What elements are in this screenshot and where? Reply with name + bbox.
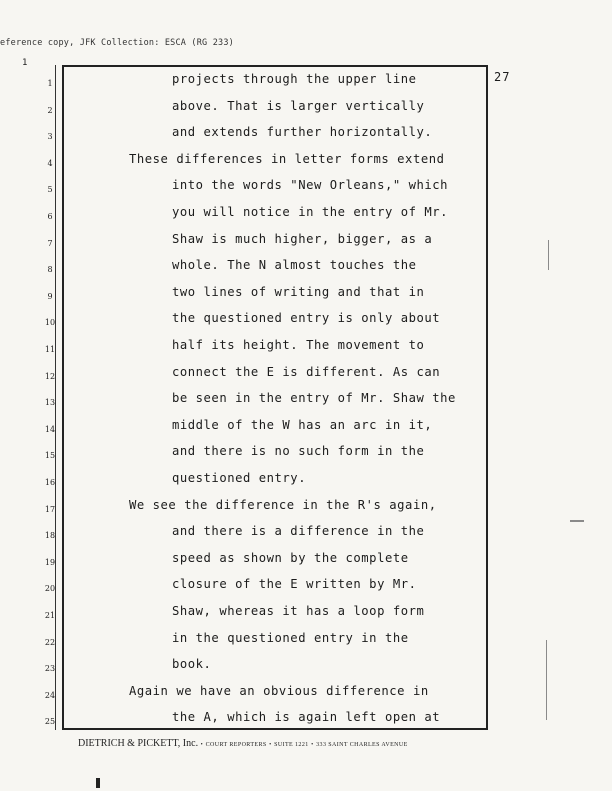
footer-firm: DIETRICH & PICKETT, Inc.: [78, 738, 199, 749]
line-number: 18: [44, 531, 56, 541]
transcript-line: closure of the E written by Mr.: [172, 577, 417, 592]
transcript-line: questioned entry.: [172, 471, 307, 485]
line-number: 19: [44, 557, 56, 567]
line-number: 23: [44, 664, 56, 674]
line-number: 6: [47, 212, 53, 221]
scan-speck: [546, 640, 547, 720]
transcript-line: middle of the W has an arc in it,: [172, 417, 433, 432]
footer-address: 333 SAINT CHARLES AVENUE: [316, 742, 408, 748]
transcript-line: speed as shown by the complete: [172, 550, 409, 565]
line-number: 9: [47, 291, 53, 301]
line-number: 17: [44, 504, 56, 514]
transcript-line: above. That is larger vertically: [172, 98, 425, 113]
line-number: 16: [44, 478, 56, 487]
footer-separator: •: [269, 742, 272, 748]
transcript-line: connect the E is different. As can: [172, 364, 441, 379]
transcript-line: be seen in the entry of Mr. Shaw the: [172, 391, 456, 406]
transcript-line: and extends further horizontally.: [172, 125, 433, 140]
transcript-line: two lines of writing and that in: [172, 284, 425, 299]
line-number: 15: [44, 451, 56, 461]
line-number: 24: [44, 690, 56, 700]
footer-suite: SUITE 1221: [274, 742, 309, 748]
scan-speck: [570, 520, 584, 522]
line-number: 12: [44, 371, 56, 381]
line-number: 8: [47, 265, 53, 275]
transcript-line: you will notice in the entry of Mr.: [172, 205, 449, 219]
transcript-line: the A, which is again left open at: [172, 710, 441, 725]
transcript-line: whole. The N almost touches the: [172, 258, 417, 273]
line-number: 20: [44, 584, 56, 594]
line-number: 5: [47, 185, 53, 195]
line-number: 10: [44, 318, 56, 328]
transcript-line: We see the difference in the R's again,: [129, 497, 437, 512]
transcript-line: and there is no such form in the: [172, 444, 425, 459]
line-number: 21: [44, 611, 56, 620]
transcript-line: book.: [172, 657, 212, 672]
footer-separator: •: [311, 742, 314, 748]
line-number: 22: [44, 637, 56, 647]
line-number: 2: [47, 105, 53, 115]
line-number: 13: [44, 398, 56, 408]
footer-separator: •: [200, 742, 204, 748]
transcript-line: projects through the upper line: [172, 72, 417, 86]
page-number: 27: [494, 70, 511, 84]
transcript-line: the questioned entry is only about: [172, 311, 441, 326]
footer-court: COURT REPORTERS: [205, 742, 267, 748]
transcript-line: These differences in letter forms extend: [129, 151, 445, 166]
line-number: 1: [47, 79, 53, 88]
corner-mark: 1: [22, 58, 28, 68]
transcript-line: and there is a difference in the: [172, 524, 425, 539]
transcript-line: Again we have an obvious difference in: [129, 683, 429, 698]
line-number: 14: [44, 424, 56, 434]
reference-header: eference copy, JFK Collection: ESCA (RG 233): [0, 38, 234, 48]
scan-speck: [548, 240, 549, 270]
transcript-line: Shaw is much higher, bigger, as a: [172, 231, 433, 246]
transcript-line: half its height. The movement to: [172, 338, 425, 352]
transcript-line: into the words "New Orleans," which: [172, 178, 449, 193]
line-number: 4: [47, 158, 53, 168]
line-number: 3: [47, 132, 53, 142]
bottom-mark: [96, 778, 100, 788]
transcript-line: in the questioned entry in the: [172, 630, 409, 645]
line-number: 25: [44, 717, 56, 727]
line-number: 7: [47, 238, 53, 248]
transcript-line: Shaw, whereas it has a loop form: [172, 604, 425, 618]
footer: [78, 738, 408, 749]
line-number: 11: [44, 345, 56, 354]
